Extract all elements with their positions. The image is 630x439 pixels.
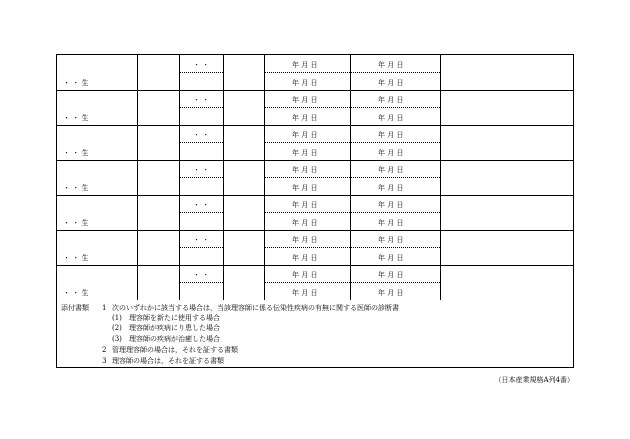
- date-dots: ・ ・: [193, 131, 210, 139]
- attachments-section: [57, 300, 573, 368]
- attachment-1-2-num: (2): [112, 324, 122, 332]
- row-subdivider: [180, 142, 223, 143]
- row-subdivider: [180, 212, 223, 213]
- date-a-lower: 年 月 日: [292, 184, 318, 192]
- column-divider: [223, 160, 224, 195]
- date-a-upper: 年 月 日: [292, 201, 318, 209]
- date-a-lower: 年 月 日: [292, 219, 318, 227]
- attachment-1-text: 次のいずれかに該当する場合は，当該理容師に係る伝染性疾病の有無に関する医師の診断書: [112, 304, 399, 312]
- column-divider: [137, 265, 138, 300]
- row-subdivider: [265, 247, 350, 248]
- row-subdivider: [265, 72, 350, 73]
- date-a-lower: 年 月 日: [292, 289, 318, 297]
- table-row: [57, 265, 573, 300]
- attachment-1-3-text: 理容師の疾病が治癒した場合: [129, 335, 220, 343]
- date-b-lower: 年 月 日: [378, 114, 404, 122]
- date-dots: ・ ・: [193, 236, 210, 244]
- attachment-1-2-text: 理容師が疾病にり患した場合: [129, 324, 220, 332]
- attachment-1-1-text: 理容師を新たに使用する場合: [129, 314, 220, 322]
- row-subdivider: [180, 177, 223, 178]
- date-a-lower: 年 月 日: [292, 149, 318, 157]
- birth-date: ・ ・ 生: [63, 184, 89, 192]
- column-divider: [137, 55, 138, 90]
- column-divider: [223, 125, 224, 160]
- table-row: [57, 195, 573, 231]
- column-divider: [223, 195, 224, 230]
- registration-table: [56, 54, 574, 368]
- date-a-upper: 年 月 日: [292, 61, 318, 69]
- table-row: [57, 55, 573, 91]
- date-b-lower: 年 月 日: [378, 79, 404, 87]
- table-row: [57, 125, 573, 161]
- date-a-upper: 年 月 日: [292, 96, 318, 104]
- column-divider: [440, 265, 441, 300]
- date-b-upper: 年 月 日: [378, 96, 404, 104]
- date-b-upper: 年 月 日: [378, 271, 404, 279]
- table-row: [57, 160, 573, 196]
- date-dots: ・ ・: [193, 61, 210, 69]
- attachment-2-num: 2: [102, 346, 107, 354]
- row-subdivider: [265, 107, 350, 108]
- row-subdivider: [180, 247, 223, 248]
- attachment-1-1-num: (1): [112, 314, 122, 322]
- row-subdivider: [351, 282, 440, 283]
- column-divider: [223, 230, 224, 265]
- paper-standard-note: （日本産業規格A列4番）: [494, 376, 574, 384]
- row-subdivider: [265, 142, 350, 143]
- row-subdivider: [351, 107, 440, 108]
- date-dots: ・ ・: [193, 201, 210, 209]
- date-dots: ・ ・: [193, 96, 210, 104]
- birth-date: ・ ・ 生: [63, 79, 89, 87]
- birth-date: ・ ・ 生: [63, 149, 89, 157]
- date-b-upper: 年 月 日: [378, 131, 404, 139]
- date-a-lower: 年 月 日: [292, 254, 318, 262]
- date-dots: ・ ・: [193, 166, 210, 174]
- date-b-lower: 年 月 日: [378, 289, 404, 297]
- birth-date: ・ ・ 生: [63, 219, 89, 227]
- birth-date: ・ ・ 生: [63, 289, 89, 297]
- date-b-upper: 年 月 日: [378, 201, 404, 209]
- row-subdivider: [351, 72, 440, 73]
- date-b-lower: 年 月 日: [378, 254, 404, 262]
- column-divider: [223, 55, 224, 90]
- row-subdivider: [351, 247, 440, 248]
- table-row: [57, 90, 573, 126]
- column-divider: [440, 160, 441, 195]
- birth-date: ・ ・ 生: [63, 114, 89, 122]
- row-subdivider: [265, 282, 350, 283]
- attachment-1-3-num: (3): [112, 335, 122, 343]
- column-divider: [440, 90, 441, 125]
- column-divider: [223, 265, 224, 300]
- row-subdivider: [180, 282, 223, 283]
- date-a-lower: 年 月 日: [292, 114, 318, 122]
- attachment-3-text: 理容師の場合は，それを証する書類: [112, 357, 224, 365]
- date-b-upper: 年 月 日: [378, 236, 404, 244]
- column-divider: [440, 195, 441, 230]
- date-b-lower: 年 月 日: [378, 149, 404, 157]
- attachments-label: 添付書類: [61, 304, 89, 312]
- date-b-upper: 年 月 日: [378, 61, 404, 69]
- date-a-upper: 年 月 日: [292, 236, 318, 244]
- column-divider: [137, 195, 138, 230]
- row-subdivider: [265, 212, 350, 213]
- attachment-3-num: 3: [102, 357, 107, 365]
- row-subdivider: [351, 142, 440, 143]
- column-divider: [137, 90, 138, 125]
- column-divider: [440, 55, 441, 90]
- date-a-lower: 年 月 日: [292, 79, 318, 87]
- birth-date: ・ ・ 生: [63, 254, 89, 262]
- date-a-upper: 年 月 日: [292, 166, 318, 174]
- column-divider: [440, 125, 441, 160]
- date-b-lower: 年 月 日: [378, 184, 404, 192]
- date-a-upper: 年 月 日: [292, 271, 318, 279]
- row-subdivider: [180, 107, 223, 108]
- column-divider: [440, 230, 441, 265]
- row-subdivider: [351, 212, 440, 213]
- date-a-upper: 年 月 日: [292, 131, 318, 139]
- column-divider: [137, 230, 138, 265]
- row-subdivider: [351, 177, 440, 178]
- table-row: [57, 230, 573, 266]
- date-dots: ・ ・: [193, 271, 210, 279]
- column-divider: [223, 90, 224, 125]
- attachment-2-text: 管理理容師の場合は，それを証する書類: [112, 346, 238, 354]
- date-b-lower: 年 月 日: [378, 219, 404, 227]
- column-divider: [137, 125, 138, 160]
- attachment-1-num: 1: [102, 304, 107, 312]
- date-b-upper: 年 月 日: [378, 166, 404, 174]
- row-subdivider: [265, 177, 350, 178]
- row-subdivider: [180, 72, 223, 73]
- column-divider: [137, 160, 138, 195]
